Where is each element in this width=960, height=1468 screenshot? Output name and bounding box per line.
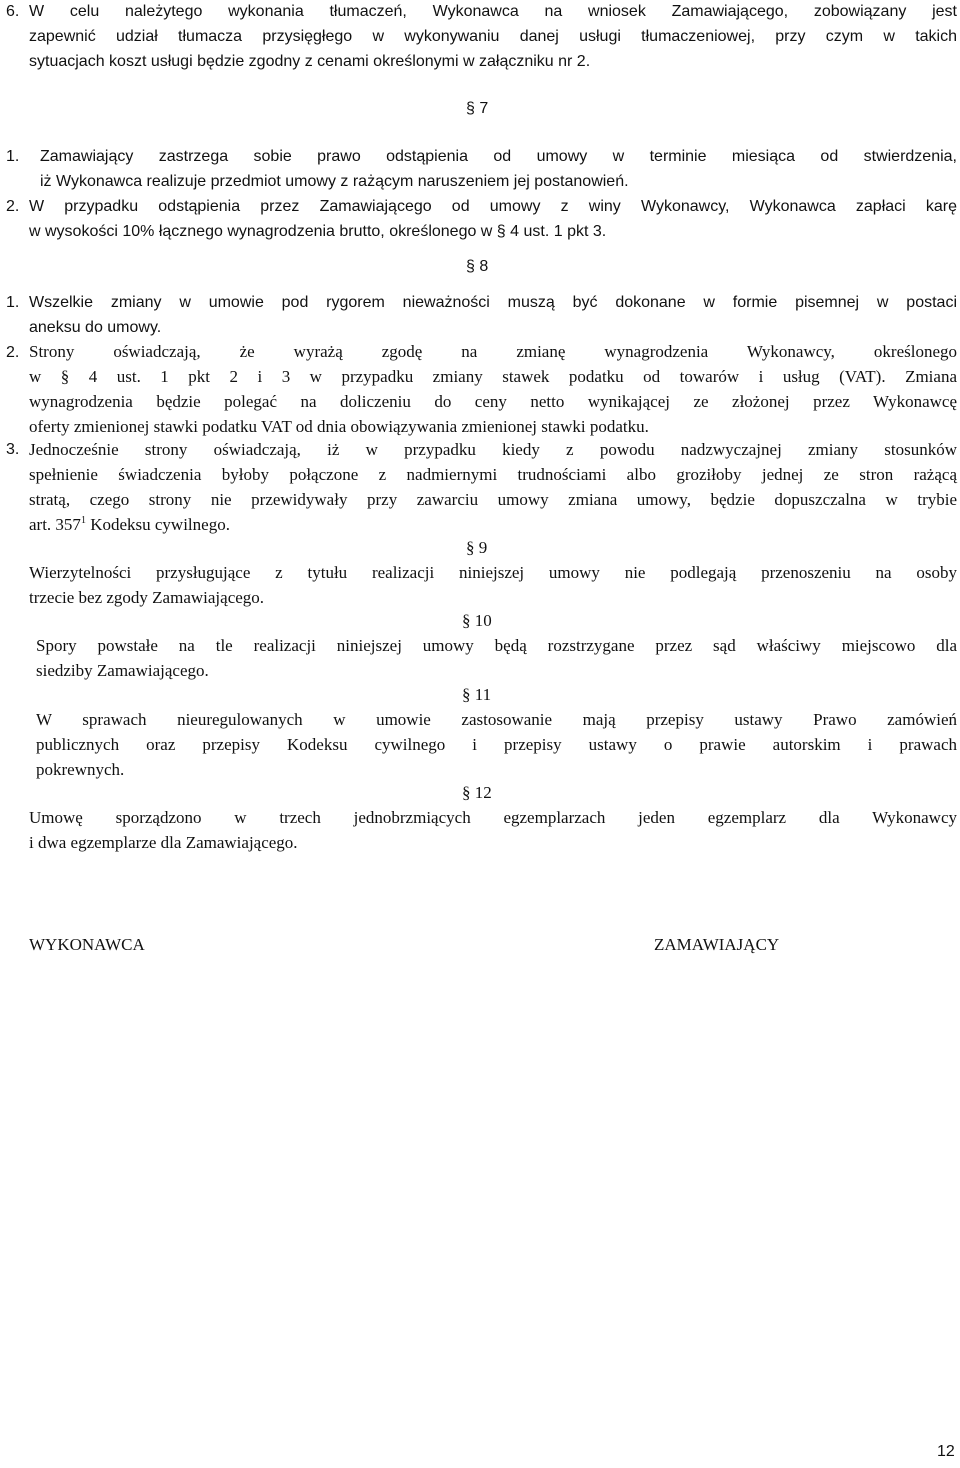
item-number: 3.: [6, 441, 20, 458]
text-line: siedziby Zamawiającego.: [36, 661, 209, 680]
text-line: Strony oświadczają, że wyrażą zgodę na zmianę wynagrodzenia Wykonawcy, określonego: [29, 342, 957, 361]
item-number: 2.: [6, 344, 20, 361]
text-line: [29, 512, 957, 537]
text-line: w § 4 ust. 1 pkt 2 i 3 w przypadku zmiany stawek podatku od towarów i usług (VAT). Zmiana: [29, 367, 957, 386]
text-line: Zamawiający zastrzega sobie prawo odstąpienia od umowy w terminie miesiąca od stwierdzenia,: [40, 148, 957, 165]
text-line: w wysokości 10% łącznego wynagrodzenia brutto, określonego w § 4 ust. 1 pkt 3.: [29, 223, 607, 240]
text-line: W przypadku odstąpienia przez Zamawiającego od umowy z winy Wykonawcy, Wykonawca zapłaci karę: [29, 198, 957, 215]
item-number: 2.: [6, 198, 20, 215]
section-9-text: [29, 560, 957, 610]
text-line: trzecie bez zgody Zamawiającego.: [29, 588, 265, 607]
text-line: oferty zmienionej stawki podatku VAT od dnia obowiązywania zmienionej stawki podatku.: [29, 417, 649, 436]
item-number: 6.: [6, 3, 20, 20]
page-number: 12: [937, 1443, 955, 1460]
item-number: 1.: [6, 148, 20, 165]
item-text: [29, 437, 957, 537]
item-text: [40, 144, 957, 194]
item-number: 1.: [6, 294, 20, 311]
item-text: [29, 290, 957, 340]
code-name: Kodeksu cywilnego.: [85, 515, 230, 534]
section-10-text: [36, 633, 957, 683]
signature-contractor: WYKONAWCA: [29, 935, 145, 954]
text-line: W sprawach nieuregulowanych w umowie zastosowanie mają przepisy ustawy Prawo zamówień: [36, 710, 957, 729]
text-line: stratą, czego strony nie przewidywały przy zawarciu umowy zmiana umowy, będzie dopuszczalna w trybie: [29, 490, 957, 509]
section-heading-8: § 8: [466, 258, 489, 275]
superscript: 1: [80, 515, 86, 526]
section-11-text: [36, 707, 957, 782]
article-reference: art. 357: [29, 515, 81, 534]
text-line: iż Wykonawca realizuje przedmiot umowy z rażącym naruszeniem jej postanowień.: [40, 173, 629, 190]
section-heading-11: § 11: [462, 685, 492, 704]
section-heading-10: § 10: [462, 611, 492, 630]
text-line: Wszelkie zmiany w umowie pod rygorem nieważności muszą być dokonane w formie pisemnej w postaci: [29, 294, 957, 311]
text-line: aneksu do umowy.: [29, 319, 162, 336]
text-line: publicznych oraz przepisy Kodeksu cywilnego i przepisy ustawy o prawie autorskim i prawach: [36, 735, 957, 754]
item-6-text: [29, 0, 957, 74]
text-line: i dwa egzemplarze dla Zamawiającego.: [29, 833, 298, 852]
section-heading-9: § 9: [466, 538, 488, 557]
item-text: [29, 339, 957, 439]
section-12-text: [29, 805, 957, 855]
text-line: pokrewnych.: [36, 760, 125, 779]
text-line: zapewnić udział tłumacza przysięgłego w wykonywaniu danej usługi tłumaczeniowej, przy czym w takich: [29, 28, 957, 45]
signature-ordering-party: ZAMAWIAJĄCY: [654, 935, 780, 954]
text-line: Umowę sporządzono w trzech jednobrzmiących egzemplarzach jeden egzemplarz dla Wykonawcy: [29, 808, 957, 827]
text-line: wynagrodzenia będzie polegać na doliczeniu do ceny netto wynikającej ze złożonej przez Wykonawcę: [29, 392, 957, 411]
section-heading-7: § 7: [466, 100, 489, 117]
text-line: W celu należytego wykonania tłumaczeń, Wykonawca na wniosek Zamawiającego, zobowiązany jest: [29, 3, 957, 20]
text-line: Spory powstałe na tle realizacji niniejszej umowy będą rozstrzygane przez sąd właściwy miejscowo dla: [36, 636, 957, 655]
item-text: [29, 194, 957, 244]
text-line: Wierzytelności przysługujące z tytułu realizacji niniejszej umowy nie podlegają przenoszeniu na osoby: [29, 563, 957, 582]
section-heading-12: § 12: [462, 783, 492, 802]
text-line: Jednocześnie strony oświadczają, iż w przypadku kiedy z powodu nadzwyczajnej zmiany stosunków: [29, 440, 957, 459]
text-line: spełnienie świadczenia byłoby połączone z nadmiernymi trudnościami albo groziłoby jednej ze stron rażącą: [29, 465, 957, 484]
text-line: sytuacjach koszt usługi będzie zgodny z cenami określonymi w załączniku nr 2.: [29, 53, 591, 70]
